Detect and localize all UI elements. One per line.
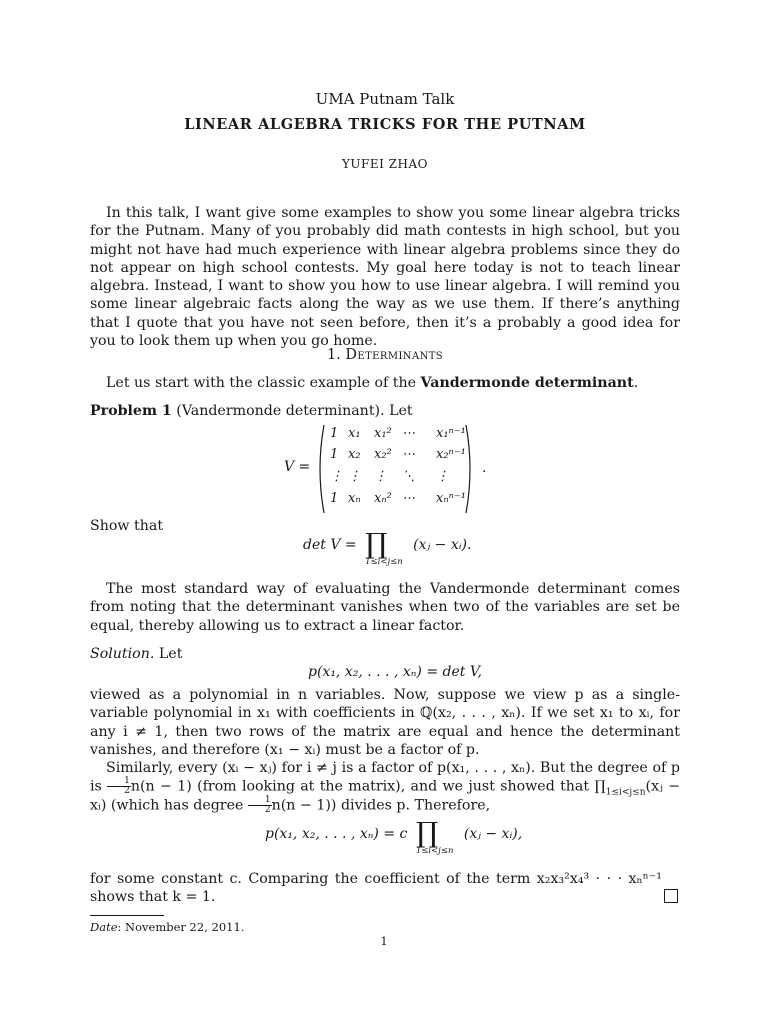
factor-paragraph: viewed as a polynomial in n variables. Now, suppose we view p as a single-variable polynomial in x₁ with coefficients in ℚ(x₂, . . . , xₙ). If we set x₁ to xᵢ, for any i ≠ 1, then two rows of the matrix are equal and hence the determinant vanishes, and therefore (x₁ − xᵢ) must be a factor of p.: [90, 687, 680, 758]
matrix-cell: 1: [330, 491, 339, 506]
problem-paren: (Vandermonde determinant).: [176, 403, 385, 419]
matrix-cell: ⋮: [348, 469, 361, 484]
matrix-cell: ⋱: [402, 469, 415, 484]
p-formula-rhs: (xⱼ − xᵢ),: [463, 826, 523, 842]
product-range: 1≤i<j≤n: [415, 846, 454, 856]
product-symbol: ∏: [365, 527, 388, 560]
product-range: 1≤i<j≤n: [365, 557, 403, 567]
matrix-cell: xₙ²: [374, 491, 392, 506]
matrix-lhs: V =: [284, 459, 311, 475]
footnote-text: : November 22, 2011.: [117, 920, 245, 934]
matrix-cell: 1: [330, 447, 339, 462]
product-symbol: ∏: [415, 816, 439, 849]
matrix-cell: x₂: [348, 447, 361, 462]
show-that: Show that: [90, 518, 164, 534]
matrix-cell: x₁ⁿ⁻¹: [436, 426, 466, 441]
footnote-rule: [90, 915, 164, 916]
problem-let: Let: [389, 403, 413, 419]
matrix-cell: ⋮: [436, 469, 449, 484]
product-subscript: 1≤i<j≤n: [605, 787, 646, 798]
venue-line: UMA Putnam Talk: [315, 90, 455, 108]
matrix-cell: xₙⁿ⁻¹: [436, 491, 466, 506]
degree-paragraph: Similarly, every (xᵢ − xⱼ) for i ≠ j is a factor of p(x₁, . . . , xₙ). But the degree of p is $\frac{1}{2}$ n(n − 1) (from looking at the matrix), and we just showed that $\prod_{1\le i<j\le n}(xⱼ$ − xᵢ) (which has degree $\frac{1}{2}$ n(n − 1)) divides p. Therefore,: [90, 760, 681, 816]
matrix-cell: ⋯: [402, 447, 415, 462]
solution-let: Let: [158, 646, 183, 662]
problem-statement: [90, 402, 680, 420]
det-formula: [303, 527, 472, 567]
solution-label: Solution.: [90, 646, 155, 662]
det-rhs: (xⱼ − xᵢ).: [413, 537, 472, 553]
fraction-half-2: $\frac{1}{2}$: [248, 796, 272, 815]
paper-title: LINEAR ALGEBRA TRICKS FOR THE PUTNAM: [184, 116, 586, 133]
matrix-cell: x₂ⁿ⁻¹: [436, 447, 466, 462]
section-title: Determinants: [345, 347, 444, 363]
matrix-cell: x₁²: [374, 426, 392, 441]
matrix-cell: xₙ: [348, 491, 361, 506]
det-lhs: det V =: [303, 537, 357, 553]
p-formula-lhs: p(x₁, x₂, . . . , xₙ) = c: [265, 826, 408, 842]
matrix-cell: ⋮: [330, 469, 343, 484]
problem-label: Problem 1: [90, 403, 172, 419]
p-definition: p(x₁, x₂, . . . , xₙ) = det V,: [308, 664, 482, 680]
matrix-cell: x₁: [348, 426, 361, 441]
p-formula-product: [415, 816, 454, 856]
p-formula: [265, 816, 523, 856]
conclusion-paragraph: for some constant c. Comparing the coefficient of the term x₂x₃²x₄³ · · · xₙⁿ⁻¹ shows that k = 1.: [90, 871, 662, 906]
footnote-label: Date: [90, 920, 118, 934]
footnote: [90, 920, 244, 934]
method-paragraph: The most standard way of evaluating the Vandermonde determinant comes from noting that the determinant vanishes when two of the variables are set be equal, thereby allowing us to extract a linear factor.: [90, 581, 680, 634]
lead-paragraph: [90, 374, 680, 392]
det-product: [365, 527, 403, 567]
matrix-cell: ⋮: [374, 469, 387, 484]
matrix-cell: 1: [330, 426, 339, 441]
lead-text: Let us start with the classic example of the: [106, 375, 421, 391]
section-heading: [90, 347, 680, 363]
author-name: YUFEI ZHAO: [342, 157, 428, 171]
lead-term: Vandermonde determinant: [420, 375, 634, 391]
qed-symbol: [664, 889, 678, 903]
solution-label-line: [90, 645, 680, 663]
vandermonde-matrix: [316, 423, 536, 515]
intro-paragraph: In this talk, I want give some examples to show you some linear algebra tricks for the Putnam. Many of you probably did math contests in high school, but you might not have had much experience with linear algebra problems since they do not appear on high school contests. My goal here today is not to teach linear algebra. Instead, I want to show you how to use linear algebra. I will remind you some linear algebraic facts along the way as we use them. If there’s anything that I quote that you have not seen before, then it’s a probably a good idea for you to look them up when you go home.: [90, 205, 680, 350]
matrix-cell: ⋯: [402, 491, 415, 506]
matrix-cell: ⋯: [402, 426, 415, 441]
lead-end: .: [633, 375, 639, 391]
matrix-end: .: [482, 460, 487, 476]
section-number: 1.: [326, 347, 341, 363]
page-number: 1: [380, 934, 388, 948]
matrix-cell: x₂²: [374, 447, 392, 462]
fraction-half: $\frac{1}{2}$: [107, 777, 131, 796]
